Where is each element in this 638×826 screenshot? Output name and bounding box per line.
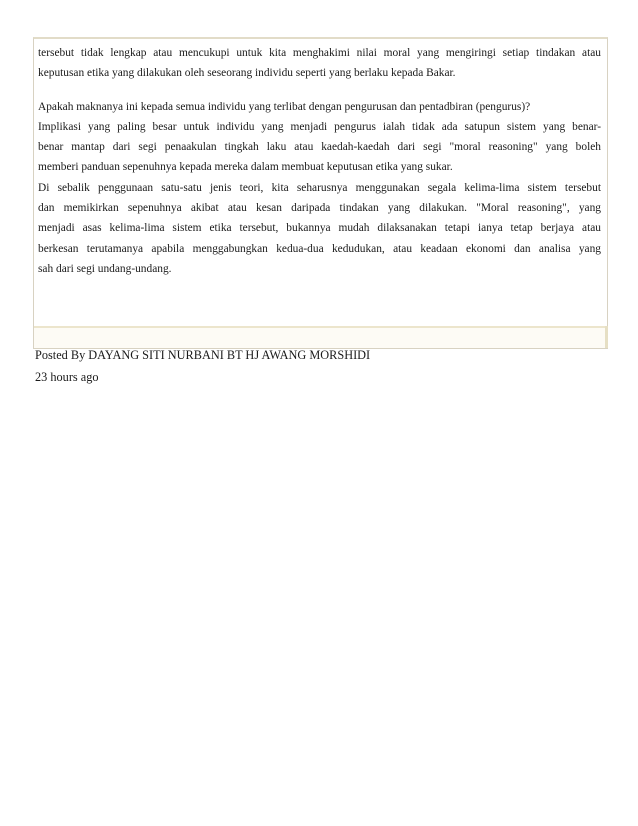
post-text-line: menjadi asas kelima-lima sistem etika tersebut, bukannya mudah dilaksanakan tetapi ianya tetap berjaya atau xyxy=(38,222,601,235)
post-text-line: Di sebalik penggunaan satu-satu jenis teori, kita seharusnya menggunakan segala kelima-lima sistem tersebut xyxy=(38,181,601,194)
post-text-line: keputusan etika yang dilakukan oleh seseorang individu seperti yang berlaku kepada Bakar. xyxy=(38,67,456,80)
post-text-line: tersebut tidak lengkap atau mencukupi untuk kita menghakimi nilai moral yang mengiringi setiap tindakan atau xyxy=(38,47,601,59)
post-author: Posted By DAYANG SITI NURBANI BT HJ AWANG MORSHIDI xyxy=(35,348,371,362)
post-text-line: Apakah maknanya ini kepada semua individu yang terlibat dengan pengurusan dan pentadbiran (pengurus)? xyxy=(38,100,531,113)
paragraph-spacer xyxy=(38,84,601,97)
post-footer-bar xyxy=(34,326,607,348)
post-text-line: benar mantap dari segi penaakulan tingkah laku atau kaedah-kaedah dari segi "moral reasoning" yang boleh xyxy=(38,141,601,154)
post-text-line: memberi panduan sepenuhnya kepada mereka dalam membuat keputusan etika yang sukar. xyxy=(38,161,453,174)
post-timestamp: 23 hours ago xyxy=(35,370,99,384)
post-body xyxy=(38,43,601,279)
post-content-box xyxy=(33,37,608,349)
post-text-line: sah dari segi undang-undang. xyxy=(38,262,172,275)
post-text-line: Implikasi yang paling besar untuk individu yang menjadi pengurus ialah tidak ada satupun sistem yang benar- xyxy=(38,120,601,133)
post-text-line: berkesan terutamanya apabila menggabungkan kedua-dua kedudukan, atau keadaan ekonomi dan analisa yang xyxy=(38,242,601,255)
post-text-line: dan memikirkan sepenuhnya akibat atau kesan daripada tindakan yang dilakukan. "Moral reasoning", yang xyxy=(38,202,601,215)
